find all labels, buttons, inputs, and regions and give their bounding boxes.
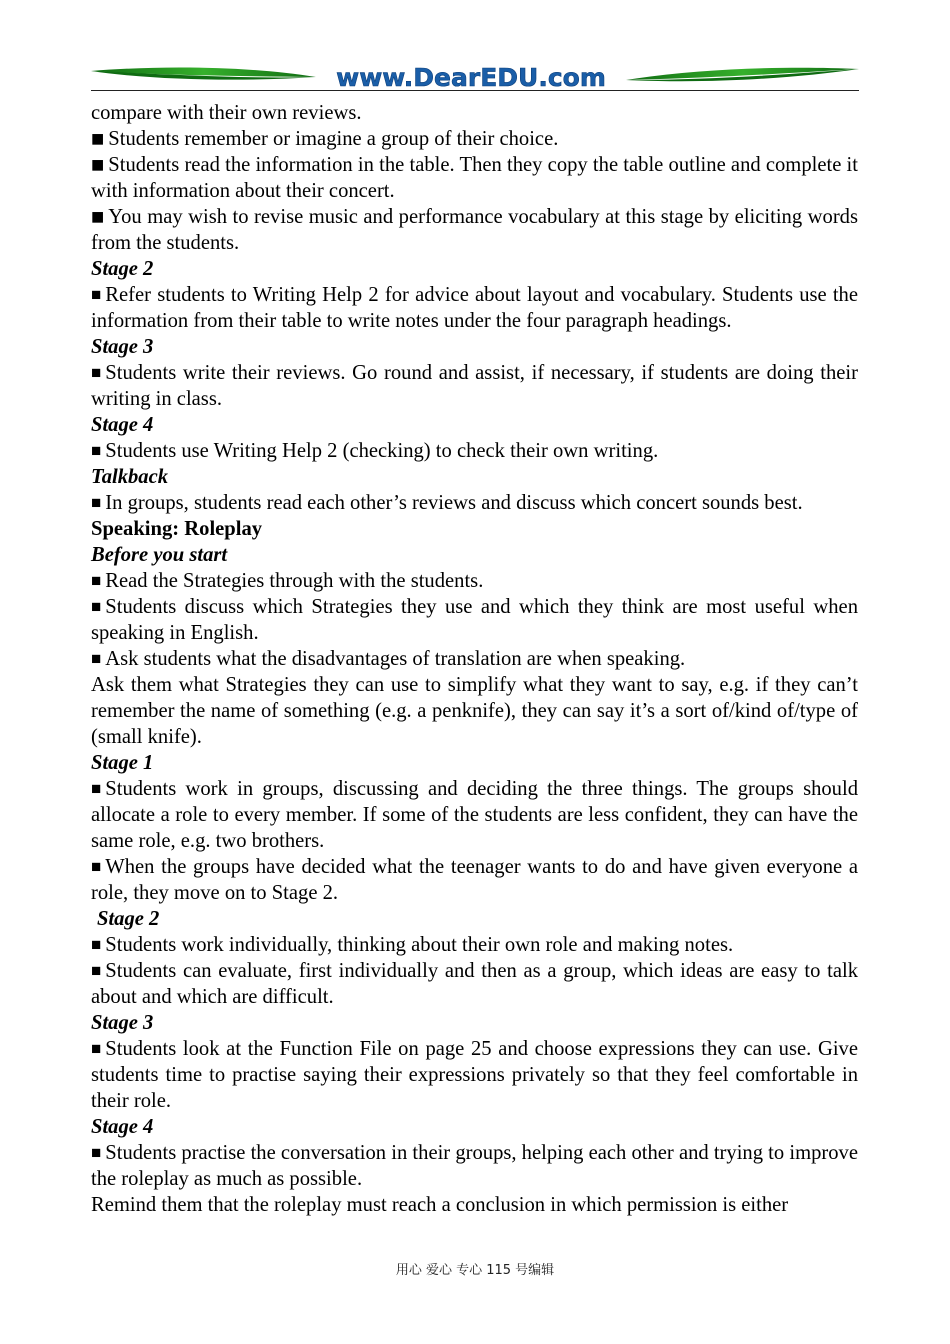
section-heading: Stage 2 [91,258,154,280]
square-bullet-icon: ■ [91,126,105,151]
left-leaf-swoosh [91,67,316,77]
section-heading: Stage 4 [91,1116,154,1138]
paragraph-text: Ask students what the disadvantages of translation are when speaking. [105,648,686,670]
paragraph-text: Students discuss which Strategies they use and which they think are most useful when speaking in English. [91,596,858,644]
bullet-paragraph [91,490,858,516]
section-heading: Stage 1 [91,752,154,774]
section-heading: Stage 3 [91,1012,154,1034]
bullet-paragraph [91,1140,858,1192]
body-paragraph: Ask them what Strategies they can use to simplify what they want to say, e.g. if they can’t remember the name of something (e.g. a penknife), they can say it’s a sort of/kind of/type of (small knife). [91,674,858,748]
bullet-paragraph [91,932,858,958]
page-header [91,62,859,92]
square-bullet-icon: ■ [91,571,102,590]
paragraph-text: Students practise the conversation in their groups, helping each other and trying to improve the roleplay as much as possible. [91,1142,858,1190]
paragraph-text: Students work in groups, discussing and deciding the three things. The groups should allocate a role to every member. If some of the students are less confident, they can have the same role, e.g. two brothers. [91,778,858,852]
paragraph-text: You may wish to revise music and performance vocabulary at this stage by eliciting words from the students. [91,206,858,254]
body-paragraph: compare with their own reviews. [91,102,362,124]
section-heading: Stage 4 [91,414,154,436]
square-bullet-icon: ■ [91,363,102,382]
header-rule [91,90,859,91]
square-bullet-icon: ■ [91,1143,102,1162]
bullet-paragraph [91,646,858,672]
paragraph-text: Read the Strategies through with the students. [105,570,484,592]
bullet-paragraph [91,152,858,204]
square-bullet-icon: ■ [91,597,102,616]
paragraph-text: When the groups have decided what the teenager wants to do and have given everyone a role, they move on to Stage 2. [91,856,858,904]
bullet-paragraph [91,854,858,906]
square-bullet-icon: ■ [91,1039,102,1058]
bullet-paragraph [91,1036,858,1114]
square-bullet-icon: ■ [91,285,102,304]
section-heading: Stage 3 [91,336,154,358]
bullet-paragraph [91,126,858,152]
bullet-paragraph [91,438,858,464]
square-bullet-icon: ■ [91,493,102,512]
paragraph-text: Students write their reviews. Go round and assist, if necessary, if students are doing their writing in class. [91,362,858,410]
section-heading: Before you start [91,544,228,566]
dearedu-logo-banner [91,62,859,92]
paragraph-text: Students look at the Function File on page 25 and choose expressions they can use. Give students time to practise saying their expressions privately so that they feel comfortable in their role. [91,1038,858,1112]
square-bullet-icon: ■ [91,441,102,460]
paragraph-text: Students work individually, thinking about their own role and making notes. [105,934,734,956]
body-paragraph: Remind them that the roleplay must reach a conclusion in which permission is either [91,1194,789,1216]
square-bullet-icon: ■ [91,935,102,954]
paragraph-text: Students use Writing Help 2 (checking) to check their own writing. [105,440,659,462]
square-bullet-icon: ■ [91,857,102,876]
bullet-paragraph [91,282,858,334]
section-title: Speaking: Roleplay [91,518,263,540]
bullet-paragraph [91,360,858,412]
section-heading: Stage 2 [97,908,160,930]
square-bullet-icon: ■ [91,779,102,798]
page-footer: 用心 爱心 专心 115 号编辑 [395,1263,555,1278]
paragraph-text: Students read the information in the table. Then they copy the table outline and complete it with information about their concert. [91,154,858,202]
square-bullet-icon: ■ [91,649,102,668]
paragraph-text: Refer students to Writing Help 2 for advice about layout and vocabulary. Students use the information from their table to write notes under the four paragraph headings. [91,284,858,332]
paragraph-text: Students remember or imagine a group of their choice. [108,128,559,150]
bullet-paragraph [91,958,858,1010]
section-heading: Talkback [91,466,169,488]
bullet-paragraph [91,776,858,854]
paragraph-text: In groups, students read each other’s reviews and discuss which concert sounds best. [105,492,803,514]
bullet-paragraph [91,594,858,646]
bullet-paragraph [91,568,858,594]
square-bullet-icon: ■ [91,152,105,177]
square-bullet-icon: ■ [91,961,102,980]
square-bullet-icon: ■ [91,204,105,229]
document-body [91,100,858,1218]
paragraph-text: Students can evaluate, first individually and then as a group, which ideas are easy to talk about and which are difficult. [91,960,858,1008]
bullet-paragraph [91,204,858,256]
site-name: www.DearEDU.com [336,63,606,92]
